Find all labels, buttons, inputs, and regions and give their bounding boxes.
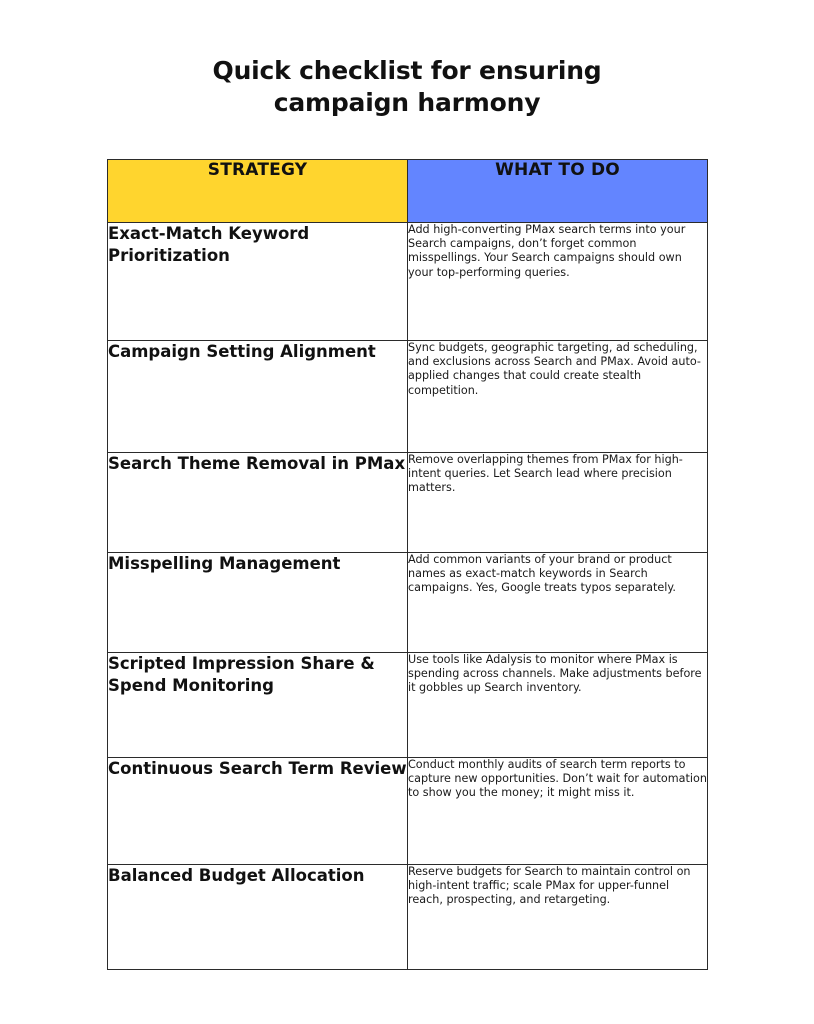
action-cell: Conduct monthly audits of search term reports to capture new opportunities. Don’t wait for automation to show you the money; it might miss it. bbox=[408, 758, 708, 865]
table-row bbox=[108, 653, 708, 758]
table-header-row bbox=[108, 160, 708, 223]
strategy-cell: Balanced Budget Allocation bbox=[108, 865, 408, 970]
strategy-cell: Search Theme Removal in PMax bbox=[108, 453, 408, 553]
strategy-cell: Continuous Search Term Review bbox=[108, 758, 408, 865]
table-row bbox=[108, 553, 708, 653]
header-strategy: STRATEGY bbox=[108, 160, 408, 223]
table-row bbox=[108, 453, 708, 553]
table-row bbox=[108, 758, 708, 865]
strategy-cell: Exact-Match Keyword Prioritization bbox=[108, 223, 408, 341]
action-cell: Use tools like Adalysis to monitor where PMax is spending across channels. Make adjustments before it gobbles up Search inventory. bbox=[408, 653, 708, 758]
header-what-to-do: WHAT TO DO bbox=[408, 160, 708, 223]
action-cell: Reserve budgets for Search to maintain control on high-intent traffic; scale PMax for upper-funnel reach, prospecting, and retargeting. bbox=[408, 865, 708, 970]
page-title bbox=[0, 55, 814, 119]
table-row bbox=[108, 865, 708, 970]
table-row bbox=[108, 341, 708, 453]
page-title-line-2: campaign harmony bbox=[273, 88, 541, 117]
checklist-table bbox=[107, 159, 708, 970]
table-row bbox=[108, 223, 708, 341]
strategy-cell: Scripted Impression Share & Spend Monitoring bbox=[108, 653, 408, 758]
action-cell: Add common variants of your brand or product names as exact-match keywords in Search campaigns. Yes, Google treats typos separately. bbox=[408, 553, 708, 653]
action-cell: Remove overlapping themes from PMax for high-intent queries. Let Search lead where precision matters. bbox=[408, 453, 708, 553]
strategy-cell: Campaign Setting Alignment bbox=[108, 341, 408, 453]
strategy-cell: Misspelling Management bbox=[108, 553, 408, 653]
action-cell: Sync budgets, geographic targeting, ad scheduling, and exclusions across Search and PMax. Avoid auto-applied changes that could create stealth competition. bbox=[408, 341, 708, 453]
action-cell: Add high-converting PMax search terms into your Search campaigns, don’t forget common misspellings. Your Search campaigns should own your top-performing queries. bbox=[408, 223, 708, 341]
page-title-line-1: Quick checklist for ensuring bbox=[212, 56, 602, 85]
